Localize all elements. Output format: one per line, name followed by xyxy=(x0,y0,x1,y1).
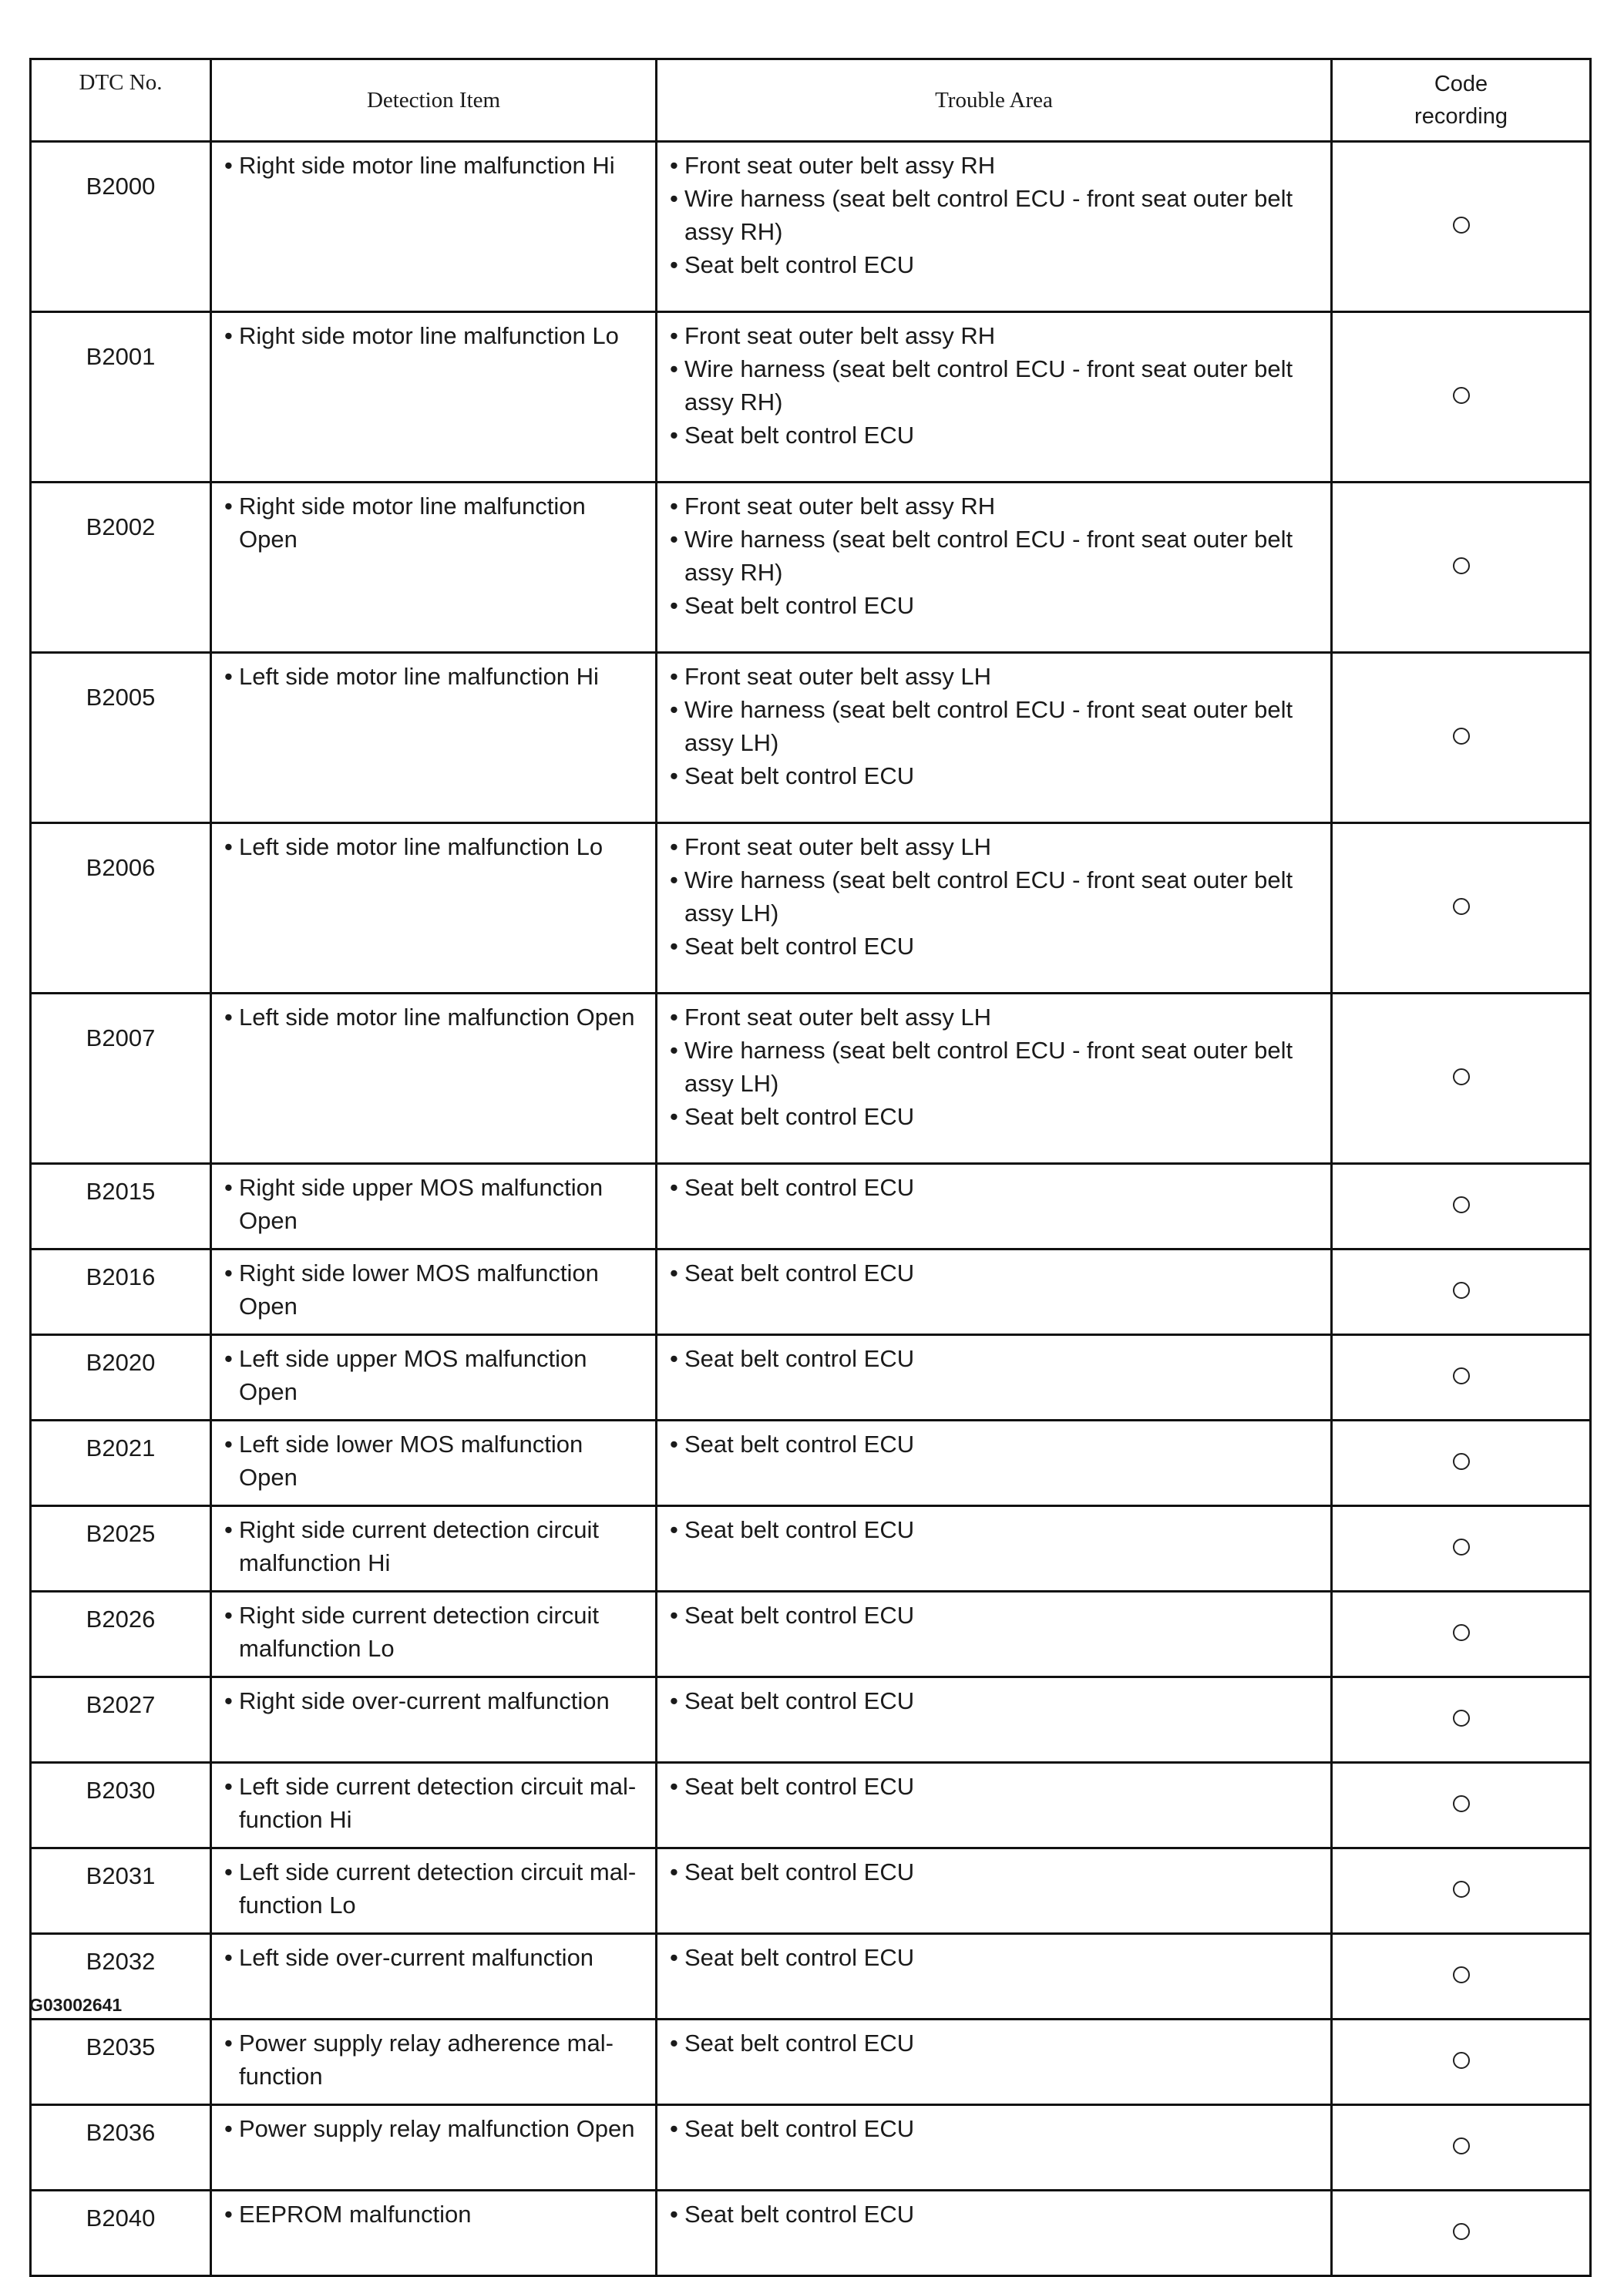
trouble-area-item: • Wire harness (seat belt control ECU - front seat outer belt assy RH) xyxy=(684,352,1321,419)
code-recording-cell xyxy=(1332,142,1591,312)
header-row xyxy=(31,59,1591,142)
table-row xyxy=(31,2020,1591,2105)
trouble-area-item: • Seat belt control ECU xyxy=(684,1684,1321,1717)
dtc-code: B2007 xyxy=(31,994,211,1164)
trouble-area-item: • Front seat outer belt assy RH xyxy=(684,149,1321,182)
detection-item-cell xyxy=(211,1677,657,1763)
code-recording-cell xyxy=(1332,1677,1591,1763)
trouble-area-item: • Wire harness (seat belt control ECU - front seat outer belt assy LH) xyxy=(684,1034,1321,1100)
table-row xyxy=(31,994,1591,1164)
detection-item: • Left side lower MOS malfunction Open xyxy=(239,1428,646,1494)
detection-item: • Left side motor line malfunction Hi xyxy=(239,660,646,693)
trouble-area-item: • Seat belt control ECU xyxy=(684,1599,1321,1632)
trouble-area-list xyxy=(657,654,1330,792)
trouble-area-item: • Seat belt control ECU xyxy=(684,1342,1321,1375)
detection-item-cell xyxy=(211,1164,657,1249)
circle-mark-icon xyxy=(1453,1453,1470,1470)
circle-mark-icon xyxy=(1453,1367,1470,1384)
detection-item: • Left side motor line malfunction Open xyxy=(239,1001,646,1034)
trouble-area-cell xyxy=(657,823,1332,994)
trouble-area-item: • Seat belt control ECU xyxy=(684,2198,1321,2231)
dtc-code: B2006 xyxy=(31,823,211,994)
trouble-area-cell xyxy=(657,483,1332,653)
table-row xyxy=(31,142,1591,312)
table-row xyxy=(31,1934,1591,2020)
detection-item: • Right side current detection circuit malfunction Hi xyxy=(239,1513,646,1579)
trouble-area-cell xyxy=(657,653,1332,823)
circle-mark-icon xyxy=(1453,1068,1470,1085)
dtc-code: B2035 xyxy=(31,2020,211,2105)
circle-mark-icon xyxy=(1453,2137,1470,2154)
detection-item-list xyxy=(212,143,655,182)
header-dtc-no: DTC No. xyxy=(31,59,211,142)
table-row xyxy=(31,1335,1591,1421)
detection-item: • Right side upper MOS malfunction Open xyxy=(239,1171,646,1237)
table-row xyxy=(31,823,1591,994)
header-trouble-area: Trouble Area xyxy=(657,59,1332,142)
trouble-area-list xyxy=(657,313,1330,452)
detection-item: • Right side lower MOS malfunction Open xyxy=(239,1256,646,1323)
trouble-area-item: • Seat belt control ECU xyxy=(684,1171,1321,1204)
detection-item-list xyxy=(212,483,655,556)
trouble-area-list xyxy=(657,1764,1330,1803)
detection-item-cell xyxy=(211,483,657,653)
code-recording-cell xyxy=(1332,994,1591,1164)
trouble-area-cell xyxy=(657,142,1332,312)
trouble-area-item: • Seat belt control ECU xyxy=(684,248,1321,281)
detection-item-list xyxy=(212,994,655,1034)
trouble-area-cell xyxy=(657,1506,1332,1592)
code-recording-cell xyxy=(1332,1763,1591,1848)
detection-item: • Power supply relay adherence mal-function xyxy=(239,2026,646,2093)
circle-mark-icon xyxy=(1453,1966,1470,1983)
detection-item: • Left side upper MOS malfunction Open xyxy=(239,1342,646,1408)
circle-mark-icon xyxy=(1453,2223,1470,2240)
detection-item-list xyxy=(212,1336,655,1408)
circle-mark-icon xyxy=(1453,728,1470,745)
detection-item-list xyxy=(212,313,655,352)
header-code-recording-line2: recording xyxy=(1414,104,1508,129)
detection-item-list xyxy=(212,1593,655,1665)
trouble-area-item: • Seat belt control ECU xyxy=(684,2112,1321,2145)
trouble-area-item: • Front seat outer belt assy RH xyxy=(684,489,1321,523)
dtc-table-body xyxy=(31,142,1591,2276)
code-recording-cell xyxy=(1332,1592,1591,1677)
dtc-code: B2025 xyxy=(31,1506,211,1592)
trouble-area-cell xyxy=(657,2105,1332,2191)
circle-mark-icon xyxy=(1453,1624,1470,1641)
table-row xyxy=(31,483,1591,653)
trouble-area-list xyxy=(657,1678,1330,1717)
circle-mark-icon xyxy=(1453,1282,1470,1299)
trouble-area-item: • Seat belt control ECU xyxy=(684,1256,1321,1290)
header-code-recording xyxy=(1332,59,1591,142)
header-code-recording-line1: Code xyxy=(1434,72,1488,96)
detection-item-cell xyxy=(211,1421,657,1506)
detection-item-cell xyxy=(211,1848,657,1934)
trouble-area-list xyxy=(657,2191,1330,2231)
trouble-area-list xyxy=(657,2020,1330,2060)
detection-item-list xyxy=(212,824,655,863)
trouble-area-item: • Seat belt control ECU xyxy=(684,419,1321,452)
detection-item-cell xyxy=(211,1592,657,1677)
trouble-area-cell xyxy=(657,1335,1332,1421)
detection-item-list xyxy=(212,1935,655,1974)
trouble-area-item: • Seat belt control ECU xyxy=(684,759,1321,792)
table-row xyxy=(31,1249,1591,1335)
dtc-code: B2001 xyxy=(31,312,211,483)
trouble-area-item: • Seat belt control ECU xyxy=(684,1428,1321,1461)
dtc-code: B2030 xyxy=(31,1763,211,1848)
trouble-area-cell xyxy=(657,1164,1332,1249)
circle-mark-icon xyxy=(1453,898,1470,915)
trouble-area-item: • Wire harness (seat belt control ECU - front seat outer belt assy RH) xyxy=(684,523,1321,589)
detection-item-cell xyxy=(211,2020,657,2105)
detection-item-list xyxy=(212,654,655,693)
trouble-area-list xyxy=(657,1165,1330,1204)
table-row xyxy=(31,2191,1591,2276)
detection-item: • Left side over-current malfunction xyxy=(239,1941,646,1974)
dtc-code: B2020 xyxy=(31,1335,211,1421)
detection-item-cell xyxy=(211,823,657,994)
trouble-area-list xyxy=(657,483,1330,622)
trouble-area-item: • Seat belt control ECU xyxy=(684,1941,1321,1974)
detection-item-list xyxy=(212,1764,655,1836)
trouble-area-cell xyxy=(657,1677,1332,1763)
trouble-area-list xyxy=(657,1935,1330,1974)
code-recording-cell xyxy=(1332,2105,1591,2191)
trouble-area-cell xyxy=(657,2191,1332,2276)
detection-item-cell xyxy=(211,2105,657,2191)
circle-mark-icon xyxy=(1453,2052,1470,2069)
trouble-area-item: • Seat belt control ECU xyxy=(684,1513,1321,1546)
code-recording-cell xyxy=(1332,483,1591,653)
trouble-area-cell xyxy=(657,994,1332,1164)
dtc-code: B2015 xyxy=(31,1164,211,1249)
circle-mark-icon xyxy=(1453,217,1470,234)
table-row xyxy=(31,312,1591,483)
dtc-code: B2000 xyxy=(31,142,211,312)
trouble-area-cell xyxy=(657,1592,1332,1677)
trouble-area-item: • Front seat outer belt assy RH xyxy=(684,319,1321,352)
trouble-area-cell xyxy=(657,1848,1332,1934)
trouble-area-item: • Seat belt control ECU xyxy=(684,2026,1321,2060)
detection-item-cell xyxy=(211,1506,657,1592)
trouble-area-list xyxy=(657,1593,1330,1632)
trouble-area-cell xyxy=(657,312,1332,483)
table-row xyxy=(31,1506,1591,1592)
trouble-area-list xyxy=(657,2106,1330,2145)
code-recording-cell xyxy=(1332,1249,1591,1335)
table-row xyxy=(31,1421,1591,1506)
dtc-code: B2005 xyxy=(31,653,211,823)
table-row xyxy=(31,2105,1591,2191)
dtc-table xyxy=(29,58,1592,2277)
code-recording-cell xyxy=(1332,653,1591,823)
trouble-area-cell xyxy=(657,1763,1332,1848)
code-recording-cell xyxy=(1332,1506,1591,1592)
detection-item-list xyxy=(212,1165,655,1237)
detection-item: • Right side over-current malfunction xyxy=(239,1684,646,1717)
trouble-area-item: • Seat belt control ECU xyxy=(684,1100,1321,1133)
trouble-area-list xyxy=(657,994,1330,1133)
detection-item-list xyxy=(212,2020,655,2093)
dtc-code: B2016 xyxy=(31,1249,211,1335)
detection-item-list xyxy=(212,1250,655,1323)
detection-item-cell xyxy=(211,1934,657,2020)
code-recording-cell xyxy=(1332,823,1591,994)
table-row xyxy=(31,1677,1591,1763)
trouble-area-cell xyxy=(657,1249,1332,1335)
detection-item-cell xyxy=(211,994,657,1164)
trouble-area-list xyxy=(657,1336,1330,1375)
detection-item-list xyxy=(212,1421,655,1494)
dtc-code: B2031 xyxy=(31,1848,211,1934)
trouble-area-list xyxy=(657,1507,1330,1546)
dtc-code: B2002 xyxy=(31,483,211,653)
header-detection-item: Detection Item xyxy=(211,59,657,142)
code-recording-cell xyxy=(1332,1848,1591,1934)
code-recording-cell xyxy=(1332,1164,1591,1249)
trouble-area-item: • Seat belt control ECU xyxy=(684,1770,1321,1803)
detection-item: • Left side current detection circuit mal-function Hi xyxy=(239,1770,646,1836)
detection-item: • EEPROM malfunction xyxy=(239,2198,646,2231)
detection-item-list xyxy=(212,2191,655,2231)
dtc-code: B2021 xyxy=(31,1421,211,1506)
table-row xyxy=(31,1592,1591,1677)
detection-item: • Right side motor line malfunction Open xyxy=(239,489,646,556)
trouble-area-item: • Seat belt control ECU xyxy=(684,930,1321,963)
detection-item: • Right side motor line malfunction Hi xyxy=(239,149,646,182)
dtc-code: B2027 xyxy=(31,1677,211,1763)
detection-item-list xyxy=(212,2106,655,2145)
table-row xyxy=(31,1164,1591,1249)
trouble-area-item: • Wire harness (seat belt control ECU - front seat outer belt assy RH) xyxy=(684,182,1321,248)
circle-mark-icon xyxy=(1453,387,1470,404)
detection-item-list xyxy=(212,1507,655,1579)
code-recording-cell xyxy=(1332,2020,1591,2105)
trouble-area-item: • Seat belt control ECU xyxy=(684,1855,1321,1889)
circle-mark-icon xyxy=(1453,1881,1470,1898)
trouble-area-item: • Front seat outer belt assy LH xyxy=(684,1001,1321,1034)
dtc-code: B2040 xyxy=(31,2191,211,2276)
trouble-area-list xyxy=(657,1250,1330,1290)
table-row xyxy=(31,1848,1591,1934)
trouble-area-item: • Front seat outer belt assy LH xyxy=(684,830,1321,863)
code-recording-cell xyxy=(1332,1335,1591,1421)
detection-item: • Right side current detection circuit malfunction Lo xyxy=(239,1599,646,1665)
detection-item-cell xyxy=(211,1335,657,1421)
circle-mark-icon xyxy=(1453,1539,1470,1556)
detection-item-cell xyxy=(211,312,657,483)
figure-id: G03002641 xyxy=(29,1995,123,2015)
dtc-code: B2026 xyxy=(31,1592,211,1677)
detection-item: • Left side motor line malfunction Lo xyxy=(239,830,646,863)
detection-item-list xyxy=(212,1678,655,1717)
trouble-area-cell xyxy=(657,2020,1332,2105)
trouble-area-list xyxy=(657,1849,1330,1889)
code-recording-cell xyxy=(1332,1421,1591,1506)
detection-item-cell xyxy=(211,1763,657,1848)
code-recording-cell xyxy=(1332,1934,1591,2020)
circle-mark-icon xyxy=(1453,1795,1470,1812)
trouble-area-cell xyxy=(657,1421,1332,1506)
code-recording-cell xyxy=(1332,2191,1591,2276)
detection-item-list xyxy=(212,1849,655,1922)
trouble-area-list xyxy=(657,143,1330,281)
detection-item-cell xyxy=(211,653,657,823)
table-row xyxy=(31,653,1591,823)
detection-item-cell xyxy=(211,142,657,312)
detection-item: • Right side motor line malfunction Lo xyxy=(239,319,646,352)
dtc-code: B2032 xyxy=(31,1934,211,2020)
trouble-area-item: • Seat belt control ECU xyxy=(684,589,1321,622)
table-row xyxy=(31,1763,1591,1848)
code-recording-cell xyxy=(1332,312,1591,483)
dtc-code: B2036 xyxy=(31,2105,211,2191)
circle-mark-icon xyxy=(1453,1196,1470,1213)
trouble-area-cell xyxy=(657,1934,1332,2020)
trouble-area-item: • Wire harness (seat belt control ECU - front seat outer belt assy LH) xyxy=(684,863,1321,930)
circle-mark-icon xyxy=(1453,557,1470,574)
detection-item: • Left side current detection circuit mal-function Lo xyxy=(239,1855,646,1922)
trouble-area-item: • Wire harness (seat belt control ECU - front seat outer belt assy LH) xyxy=(684,693,1321,759)
detection-item: • Power supply relay malfunction Open xyxy=(239,2112,646,2145)
trouble-area-list xyxy=(657,824,1330,963)
detection-item-cell xyxy=(211,1249,657,1335)
trouble-area-item: • Front seat outer belt assy LH xyxy=(684,660,1321,693)
detection-item-cell xyxy=(211,2191,657,2276)
circle-mark-icon xyxy=(1453,1710,1470,1727)
trouble-area-list xyxy=(657,1421,1330,1461)
